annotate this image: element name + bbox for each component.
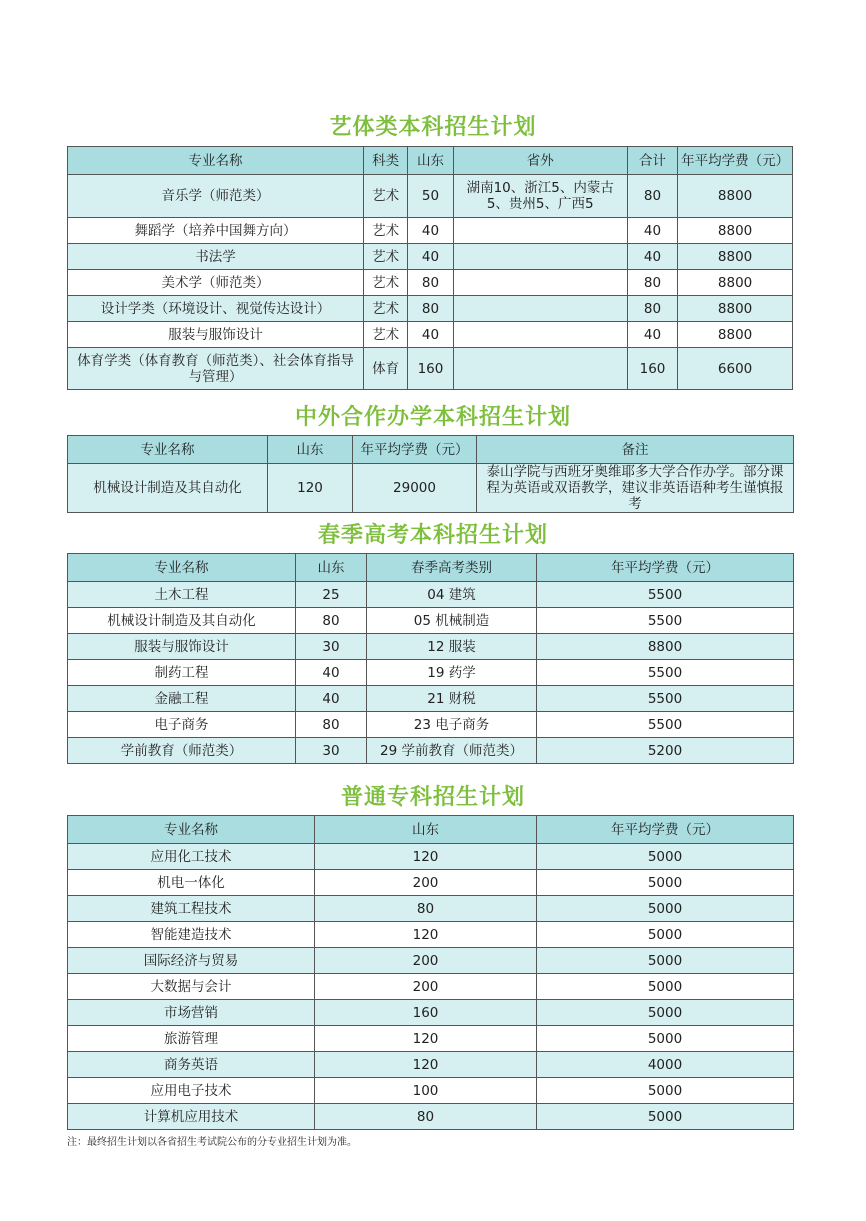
header-major: 专业名称 <box>68 436 268 464</box>
table-cell: 5500 <box>537 712 794 738</box>
header-total: 合计 <box>627 147 677 175</box>
table-cell: 计算机应用技术 <box>68 1104 315 1130</box>
table-cell: 120 <box>268 464 353 513</box>
table-cell: 40 <box>627 218 677 244</box>
table-cell: 8800 <box>678 270 793 296</box>
table-cell: 机械设计制造及其自动化 <box>68 608 296 634</box>
table-cell: 金融工程 <box>68 686 296 712</box>
table-cell: 大数据与会计 <box>68 974 315 1000</box>
sino-foreign-title: 中外合作办学本科招生计划 <box>294 405 571 430</box>
table-cell <box>453 270 627 296</box>
table-row <box>68 1078 794 1104</box>
header-shandong: 山东 <box>315 816 537 844</box>
art-sports-table <box>67 146 793 390</box>
table-cell: 05 机械制造 <box>367 608 537 634</box>
header-major: 专业名称 <box>68 147 364 175</box>
table-cell: 8800 <box>678 322 793 348</box>
table-cell: 120 <box>315 1026 537 1052</box>
table-cell: 23 电子商务 <box>367 712 537 738</box>
table-cell: 40 <box>296 686 367 712</box>
table-cell <box>453 348 627 390</box>
table-row <box>68 175 793 218</box>
table-cell: 21 财税 <box>367 686 537 712</box>
table-cell: 100 <box>315 1078 537 1104</box>
table-row <box>68 660 794 686</box>
table-cell: 艺术 <box>364 175 408 218</box>
table-row <box>68 1000 794 1026</box>
table-cell: 80 <box>296 608 367 634</box>
table-cell: 120 <box>315 922 537 948</box>
table-cell: 29 学前教育（师范类） <box>367 738 537 764</box>
table-cell: 湖南10、浙江5、内蒙古5、贵州5、广西5 <box>453 175 627 218</box>
table-cell: 8800 <box>678 244 793 270</box>
table-cell: 艺术 <box>364 244 408 270</box>
table-cell: 80 <box>627 296 677 322</box>
table-cell: 40 <box>408 218 453 244</box>
table-row <box>68 1104 794 1130</box>
table-cell <box>453 322 627 348</box>
table-cell: 美术学（师范类） <box>68 270 364 296</box>
table-cell: 书法学 <box>68 244 364 270</box>
table-cell: 体育 <box>364 348 408 390</box>
table-cell: 音乐学（师范类） <box>68 175 364 218</box>
header-tuition: 年平均学费（元） <box>537 554 794 582</box>
table-cell: 国际经济与贸易 <box>68 948 315 974</box>
table-cell: 应用化工技术 <box>68 844 315 870</box>
table-cell: 5000 <box>537 1026 794 1052</box>
table-cell: 04 建筑 <box>367 582 537 608</box>
table-cell: 艺术 <box>364 270 408 296</box>
table-row <box>68 948 794 974</box>
table-row <box>68 870 794 896</box>
table-cell: 160 <box>315 1000 537 1026</box>
header-spring-category: 春季高考类别 <box>367 554 537 582</box>
table-header-row <box>68 436 794 464</box>
table-cell: 8800 <box>678 296 793 322</box>
table-cell: 艺术 <box>364 322 408 348</box>
art-sports-title: 艺体类本科招生计划 <box>329 115 537 140</box>
table-cell: 50 <box>408 175 453 218</box>
header-tuition: 年平均学费（元） <box>353 436 477 464</box>
table-cell: 制药工程 <box>68 660 296 686</box>
table-cell: 应用电子技术 <box>68 1078 315 1104</box>
header-category: 科类 <box>364 147 408 175</box>
spring-exam-title: 春季高考本科招生计划 <box>317 523 548 548</box>
junior-college-title: 普通专科招生计划 <box>340 785 525 810</box>
table-row <box>68 1052 794 1078</box>
table-cell: 机械设计制造及其自动化 <box>68 464 268 513</box>
table-cell: 160 <box>627 348 677 390</box>
table-row <box>68 712 794 738</box>
table-row <box>68 296 793 322</box>
table-cell: 80 <box>315 896 537 922</box>
table-cell <box>453 218 627 244</box>
table-cell: 5500 <box>537 608 794 634</box>
table-header-row <box>68 554 794 582</box>
table-cell: 80 <box>627 270 677 296</box>
table-row <box>68 464 794 513</box>
table-cell: 设计学类（环境设计、视觉传达设计） <box>68 296 364 322</box>
table-cell: 智能建造技术 <box>68 922 315 948</box>
table-row <box>68 218 793 244</box>
table-cell: 40 <box>296 660 367 686</box>
table-cell: 5500 <box>537 582 794 608</box>
table-cell: 19 药学 <box>367 660 537 686</box>
header-shandong: 山东 <box>296 554 367 582</box>
table-cell: 8800 <box>678 175 793 218</box>
table-cell: 土木工程 <box>68 582 296 608</box>
table-cell: 25 <box>296 582 367 608</box>
table-cell: 服装与服饰设计 <box>68 322 364 348</box>
table-header-row <box>68 816 794 844</box>
table-cell: 5000 <box>537 922 794 948</box>
table-row <box>68 244 793 270</box>
table-row <box>68 348 793 390</box>
table-cell: 艺术 <box>364 218 408 244</box>
table-row <box>68 922 794 948</box>
table-cell: 80 <box>627 175 677 218</box>
table-cell: 机电一体化 <box>68 870 315 896</box>
table-cell: 80 <box>408 296 453 322</box>
table-cell: 5000 <box>537 1078 794 1104</box>
table-cell: 40 <box>627 322 677 348</box>
table-row <box>68 634 794 660</box>
table-cell: 建筑工程技术 <box>68 896 315 922</box>
table-cell: 旅游管理 <box>68 1026 315 1052</box>
table-row <box>68 896 794 922</box>
table-row <box>68 1026 794 1052</box>
table-cell: 5000 <box>537 870 794 896</box>
table-cell: 40 <box>627 244 677 270</box>
header-tuition: 年平均学费（元） <box>678 147 793 175</box>
table-cell <box>453 296 627 322</box>
table-row <box>68 974 794 1000</box>
table-cell: 5200 <box>537 738 794 764</box>
table-cell: 泰山学院与西班牙奥维耶多大学合作办学。部分课程为英语或双语教学，建议非英语语种考生谨慎报考 <box>477 464 794 513</box>
table-header-row <box>68 147 793 175</box>
header-major: 专业名称 <box>68 816 315 844</box>
table-cell: 30 <box>296 738 367 764</box>
header-shandong: 山东 <box>408 147 453 175</box>
table-cell: 160 <box>408 348 453 390</box>
table-cell: 5500 <box>537 686 794 712</box>
table-cell <box>453 244 627 270</box>
table-cell: 体育学类（体育教育（师范类）、社会体育指导与管理） <box>68 348 364 390</box>
header-remarks: 备注 <box>477 436 794 464</box>
header-shandong: 山东 <box>268 436 353 464</box>
table-row <box>68 608 794 634</box>
table-cell: 舞蹈学（培养中国舞方向） <box>68 218 364 244</box>
header-major: 专业名称 <box>68 554 296 582</box>
table-cell: 6600 <box>678 348 793 390</box>
table-row <box>68 738 794 764</box>
table-cell: 电子商务 <box>68 712 296 738</box>
table-row <box>68 686 794 712</box>
junior-college-table <box>67 815 794 1130</box>
table-cell: 4000 <box>537 1052 794 1078</box>
table-row <box>68 270 793 296</box>
table-row <box>68 582 794 608</box>
table-cell: 5000 <box>537 844 794 870</box>
table-cell: 艺术 <box>364 296 408 322</box>
table-cell: 80 <box>296 712 367 738</box>
table-cell: 120 <box>315 844 537 870</box>
table-cell: 29000 <box>353 464 477 513</box>
spring-exam-table <box>67 553 794 764</box>
table-cell: 200 <box>315 870 537 896</box>
header-tuition: 年平均学费（元） <box>537 816 794 844</box>
table-cell: 5000 <box>537 1000 794 1026</box>
footnote: 注：最终招生计划以各省招生考试院公布的分专业招生计划为准。 <box>67 1137 357 1148</box>
table-row <box>68 322 793 348</box>
table-cell: 商务英语 <box>68 1052 315 1078</box>
sino-foreign-table <box>67 435 794 513</box>
table-cell: 8800 <box>678 218 793 244</box>
table-cell: 学前教育（师范类） <box>68 738 296 764</box>
table-cell: 200 <box>315 948 537 974</box>
table-cell: 30 <box>296 634 367 660</box>
table-cell: 200 <box>315 974 537 1000</box>
header-other-provinces: 省外 <box>453 147 627 175</box>
table-cell: 5000 <box>537 1104 794 1130</box>
table-cell: 服装与服饰设计 <box>68 634 296 660</box>
table-cell: 5000 <box>537 974 794 1000</box>
table-cell: 40 <box>408 322 453 348</box>
table-cell: 40 <box>408 244 453 270</box>
table-cell: 市场营销 <box>68 1000 315 1026</box>
table-cell: 5000 <box>537 948 794 974</box>
table-cell: 5500 <box>537 660 794 686</box>
table-row <box>68 844 794 870</box>
table-cell: 8800 <box>537 634 794 660</box>
table-cell: 12 服装 <box>367 634 537 660</box>
table-cell: 5000 <box>537 896 794 922</box>
table-cell: 120 <box>315 1052 537 1078</box>
table-cell: 80 <box>408 270 453 296</box>
table-cell: 80 <box>315 1104 537 1130</box>
